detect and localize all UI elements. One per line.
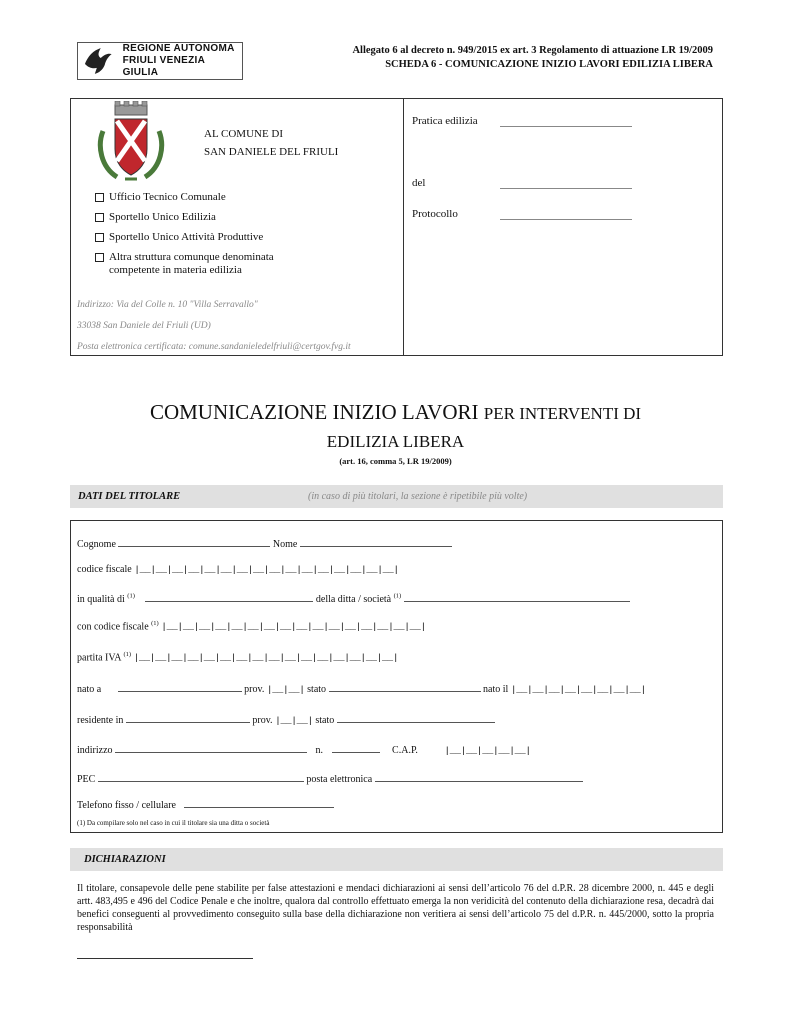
titolare-form	[70, 520, 723, 833]
office-option[interactable]: Altra struttura comunque denominata competente in materia edilizia	[95, 251, 319, 277]
street-input[interactable]	[115, 743, 307, 753]
phone-input[interactable]	[184, 798, 334, 808]
region-logo	[77, 42, 243, 80]
codice-fiscale-input[interactable]: |__|__|__|__|__|__|__|__|__|__|__|__|__|__|__|__|	[134, 564, 399, 575]
page-title: COMUNICAZIONE INIZIO LAVORI PER INTERVENTI DI EDILIZIA LIBERA	[149, 400, 642, 451]
legal-reference: (art. 16, comma 5, LR 19/2009)	[339, 456, 452, 466]
birth-row: nato a prov. |__|__| stato nato il |__|__|__|__|__|__|__|__|	[77, 684, 646, 695]
municipal-pec: Posta elettronica certificata: comune.sandanieledelfriuli@certgov.fvg.it	[77, 342, 351, 352]
municipal-contacts	[77, 295, 351, 358]
street-number-input[interactable]	[332, 743, 380, 753]
office-option[interactable]: Sportello Unico Edilizia	[95, 211, 319, 224]
header-line2: SCHEDA 6 - COMUNICAZIONE INIZIO LAVORI EDILIZIA LIBERA	[385, 59, 713, 70]
residence-input[interactable]	[126, 713, 250, 723]
qualita-input[interactable]	[145, 592, 313, 602]
municipal-city: 33038 San Daniele del Friuli (UD)	[77, 321, 211, 331]
office-option[interactable]: Sportello Unico Attività Produttive	[95, 231, 319, 244]
piva-row: partita IVA $^{(1)}$ |__|__|__|__|__|__|__|__|__|__|__|__|__|__|__|__|	[77, 651, 399, 664]
office-checkbox[interactable]	[95, 213, 104, 222]
cap-input[interactable]: |__|__|__|__|__|	[444, 745, 531, 756]
birth-prov-input[interactable]: |__|__|	[266, 684, 305, 695]
date-field[interactable]: del	[412, 177, 425, 189]
recipient-address	[204, 125, 338, 161]
recipient-line1: AL COMUNE DI	[204, 128, 284, 140]
recipient-line2: SAN DANIELE DEL FRIULI	[204, 146, 339, 158]
company-cf-row: con codice fiscale $^{(1)}$ |__|__|__|__|__|__|__|__|__|__|__|__|__|__|__|__|	[77, 620, 426, 633]
residence-state-input[interactable]	[337, 713, 495, 723]
nome-input[interactable]	[300, 537, 452, 547]
birthplace-input[interactable]	[118, 682, 242, 692]
box-divider	[403, 99, 404, 355]
contact-row: PEC posta elettronica	[77, 772, 583, 785]
name-row: Cognome Nome	[77, 537, 452, 550]
logo-text: REGIONE AUTONOMA FRIULI VENEZIA GIULIA	[122, 43, 235, 78]
office-checklist	[95, 191, 319, 284]
birth-state-input[interactable]	[329, 682, 481, 692]
cf-row: codice fiscale |__|__|__|__|__|__|__|__|__|__|__|__|__|__|__|__|	[77, 564, 399, 575]
company-cf-input[interactable]: |__|__|__|__|__|__|__|__|__|__|__|__|__|__|__|__|	[161, 621, 426, 633]
address-row: indirizzo n. C.A.P. |__|__|__|__|__|	[77, 745, 531, 756]
qualita-row: in qualità di $^{(1)}$ della ditta / società $^{(1)}$	[77, 592, 630, 605]
document-header	[352, 44, 713, 72]
birth-date-input[interactable]: |__|__|__|__|__|__|__|__|	[510, 684, 646, 695]
footnote-separator	[77, 958, 253, 959]
email-input[interactable]	[375, 772, 583, 782]
header-line1: Allegato 6 al decreto n. 949/2015 ex art. 3 Regolamento di attuazione LR 19/2009	[352, 45, 713, 56]
protocol-field[interactable]: Protocollo	[412, 208, 458, 220]
office-checkbox[interactable]	[95, 193, 104, 202]
declaration-text: Il titolare, consapevole delle pene stabilite per false attestazioni e mendaci dichiarazioni ai sensi dell’articolo 76 del d.P.R. 28 dicembre 2000, n. 445 e degli artt. 483,495 e 496 del Codice Penale e che inoltre, qualora dal controllo effettuato emerga la non veridicità del contenuto della dichiarazione resa, decadrà dai benefici conseguenti al provvedimento conseguito sulla base della dichiarazione non veritiera ai sensi dell’articolo 75 del d.P.R. n. 445/2000, sotto la propria responsabilità	[77, 883, 714, 933]
form-footnote: (1) Da compilare solo nel caso in cui il titolare sia una ditta o società	[77, 819, 270, 827]
phone-row: Telefono fisso / cellulare	[77, 798, 334, 811]
office-option[interactable]: Ufficio Tecnico Comunale	[95, 191, 319, 204]
office-checkbox[interactable]	[95, 233, 104, 242]
piva-input[interactable]: |__|__|__|__|__|__|__|__|__|__|__|__|__|__|__|__|	[133, 652, 399, 664]
pratica-field[interactable]: Pratica edilizia	[412, 115, 478, 127]
municipal-address: Indirizzo: Via del Colle n. 10 "Villa Serravallo"	[77, 300, 258, 310]
residence-row: residente in prov. |__|__| stato	[77, 713, 495, 726]
municipal-crest-icon	[95, 101, 167, 183]
ditta-input[interactable]	[404, 592, 630, 602]
section-titolare-header: DATI DEL TITOLARE (in caso di più titolari, la sezione è ripetibile più volte)	[70, 485, 723, 508]
residence-prov-input[interactable]: |__|__|	[275, 715, 313, 726]
recipient-box	[70, 98, 723, 356]
pec-input[interactable]	[98, 772, 304, 782]
eagle-logo-icon	[81, 44, 115, 78]
cognome-input[interactable]	[118, 537, 270, 547]
office-checkbox[interactable]	[95, 253, 104, 262]
section-dichiarazioni-header: DICHIARAZIONI	[70, 848, 723, 871]
